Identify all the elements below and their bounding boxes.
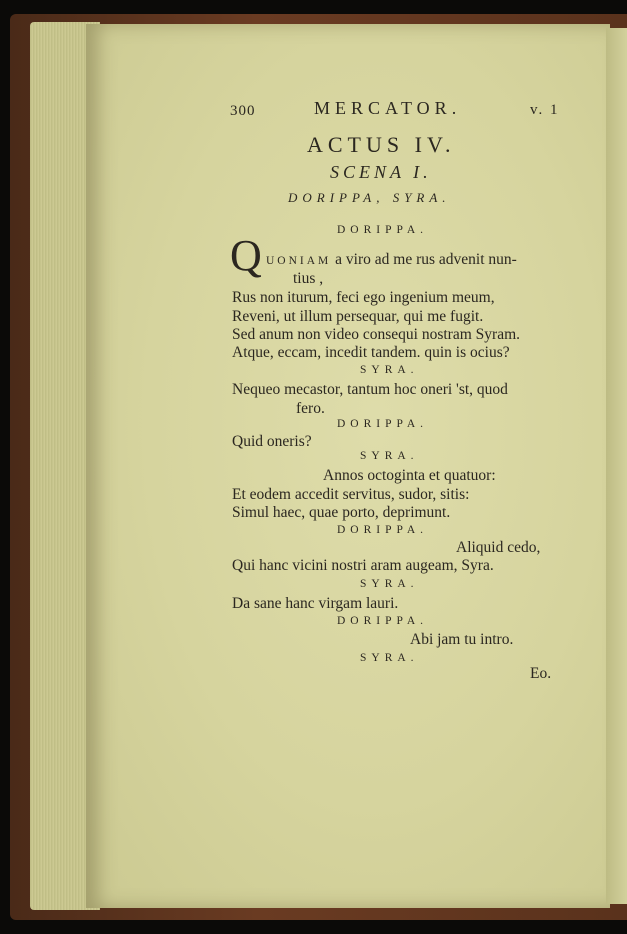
- speaker-label: SYRA.: [360, 578, 419, 590]
- verse-line: Aliquid cedo,: [456, 539, 541, 556]
- verse-line: tius ,: [293, 270, 324, 287]
- scene-heading: SCENA I.: [330, 162, 432, 182]
- verse-line: Atque, eccam, incedit tandem. quin is ocius?: [232, 344, 510, 361]
- verse-line: Quid oneris?: [232, 433, 312, 450]
- speaker-label: SYRA.: [360, 652, 419, 664]
- verse-line: Abi jam tu intro.: [410, 631, 514, 648]
- speaker-label: SYRA.: [360, 364, 419, 376]
- speaker-label: DORIPPA.: [337, 524, 429, 536]
- verse-text: a viro ad me rus advenit nun-: [331, 251, 517, 268]
- verse-line: Reveni, ut illum persequar, qui me fugit.: [232, 308, 484, 325]
- verse-line: [266, 251, 517, 269]
- speaker-label: DORIPPA.: [337, 224, 429, 236]
- speaker-label: SYRA.: [360, 450, 419, 462]
- running-title: MERCATOR.: [314, 98, 462, 118]
- verse-line: Annos octoginta et quatuor:: [323, 467, 496, 484]
- drop-cap: Q: [230, 231, 262, 280]
- verse-line: Qui hanc vicini nostri aram augeam, Syra.: [232, 557, 494, 574]
- verse-line: Da sane hanc virgam lauri.: [232, 595, 399, 612]
- signature-mark: v. 1: [530, 102, 560, 118]
- page-number: 300: [230, 103, 256, 119]
- persons-list: DORIPPA, SYRA.: [288, 190, 451, 205]
- verse-opening-caps: UONIAM: [266, 255, 332, 267]
- verse-line: Et eodem accedit servitus, sudor, sitis:: [232, 486, 470, 503]
- verse-line: Nequeo mecastor, tantum hoc oneri 'st, quod: [232, 381, 508, 398]
- speaker-label: DORIPPA.: [337, 418, 429, 430]
- verse-line: Eo.: [530, 665, 552, 682]
- verse-line: Simul haec, quae porto, deprimunt.: [232, 504, 451, 521]
- verse-line: Rus non iturum, feci ego ingenium meum,: [232, 289, 495, 306]
- verse-line: fero.: [296, 400, 325, 417]
- speaker-label: DORIPPA.: [337, 615, 429, 627]
- act-heading: ACTUS IV.: [307, 132, 456, 157]
- verse-line: Sed anum non video consequi nostram Syram.: [232, 326, 520, 343]
